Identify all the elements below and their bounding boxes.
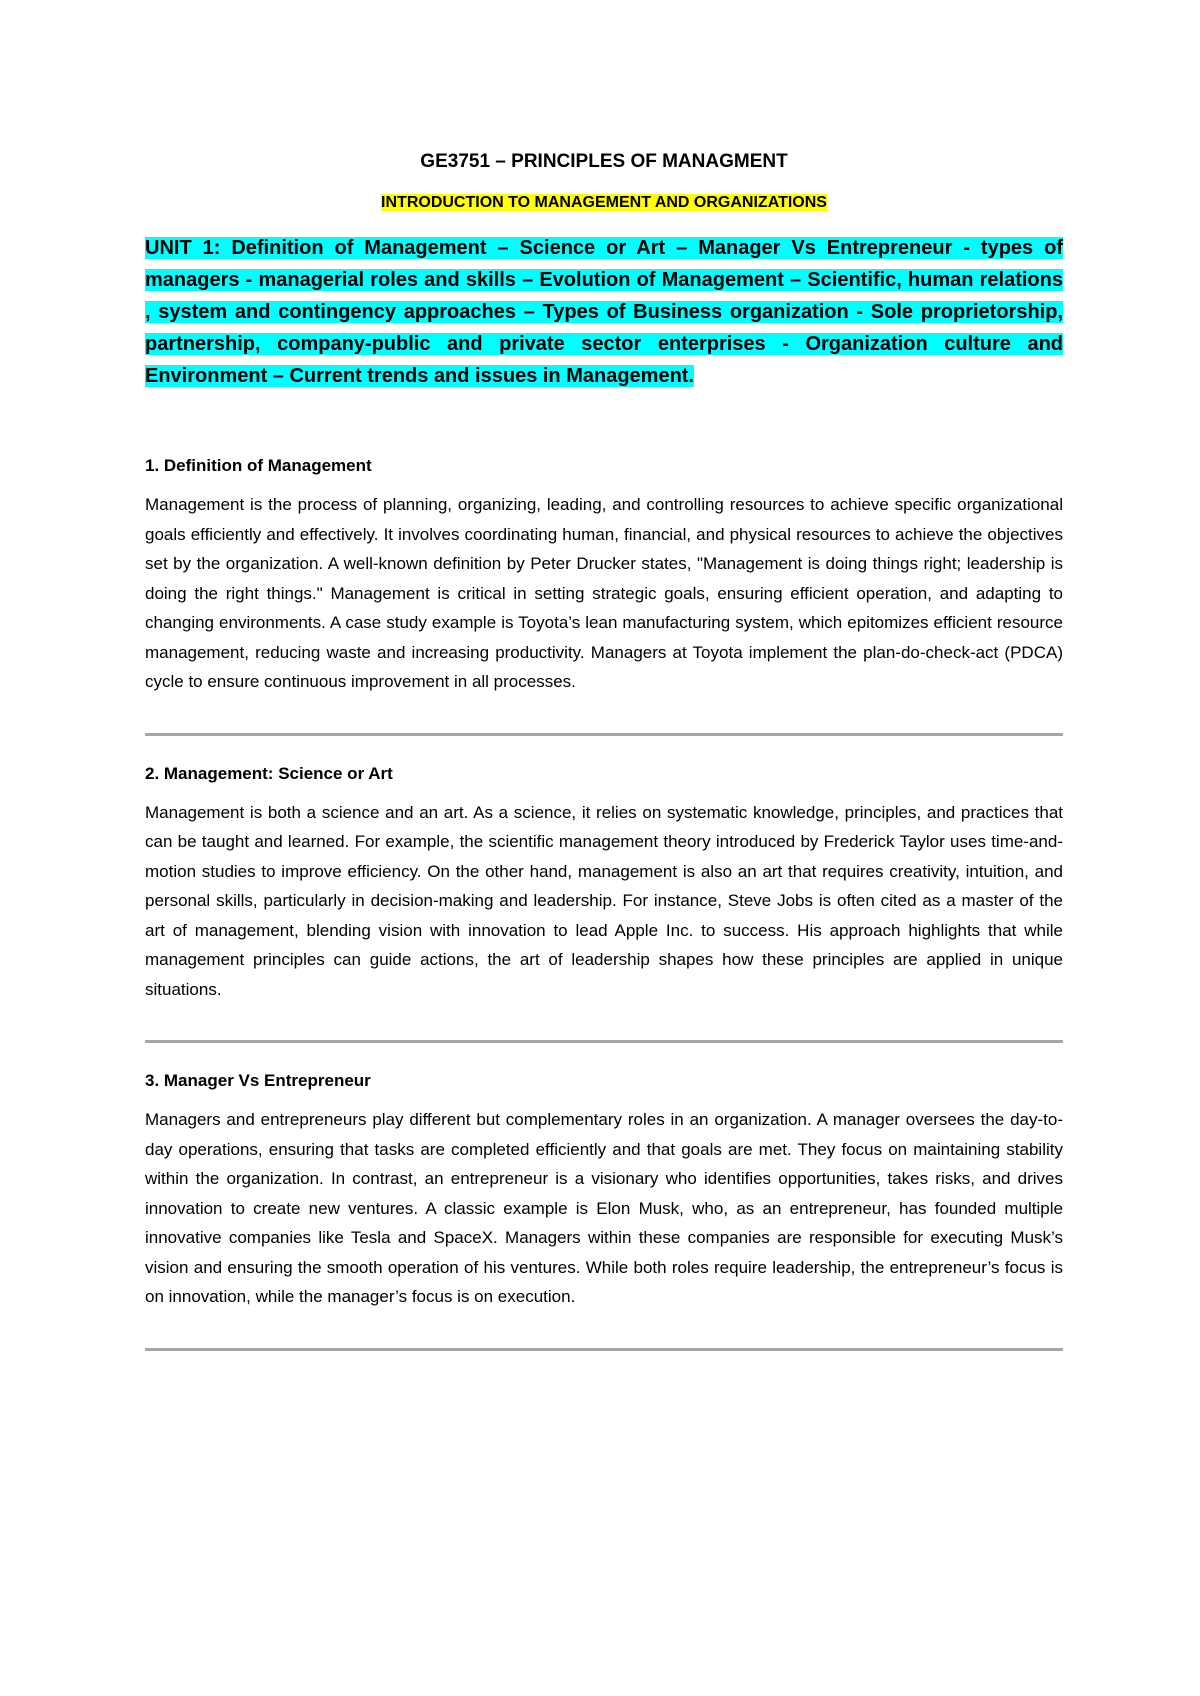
section-divider <box>145 1348 1063 1351</box>
subtitle-container <box>145 192 1063 214</box>
section-divider <box>145 1040 1063 1043</box>
unit-syllabus <box>145 232 1063 392</box>
section-heading: 2. Management: Science or Art <box>145 763 393 783</box>
section-definition-of-management <box>145 454 1063 697</box>
unit-syllabus-text: UNIT 1: Definition of Management – Science or Art – Manager Vs Entrepreneur - types of managers - managerial roles and skills – Evolution of Management – Scientific, human relations , system and contingency approaches – Types of Business organization - Sole proprietorship, partnership, company-public and private sector enterprises - Organization culture and Environment – Current trends and issues in Management. <box>145 237 1063 387</box>
section-heading: 3. Manager Vs Entrepreneur <box>145 1071 371 1090</box>
section-science-or-art <box>145 762 1063 1005</box>
document-subtitle: INTRODUCTION TO MANAGEMENT AND ORGANIZATIONS <box>381 194 827 211</box>
document-page <box>145 148 1063 1351</box>
section-divider <box>145 733 1063 736</box>
section-body: Managers and entrepreneurs play different but complementary roles in an organization. A manager oversees the day-to-day operations, ensuring that tasks are completed efficiently and that goals are met. They focus on maintaining stability within the organization. In contrast, an entrepreneur is a visionary who identifies opportunities, takes risks, and drives innovation to create new ventures. A classic example is Elon Musk, who, as an entrepreneur, has founded multiple innovative companies like Tesla and SpaceX. Managers within these companies are responsible for executing Musk’s vision and ensuring the smooth operation of his ventures. While both roles require leadership, the entrepreneur’s focus is on innovation, while the manager’s focus is on execution. <box>145 1110 1063 1306</box>
section-body: Management is both a science and an art. As a science, it relies on systematic knowledge, principles, and practices that can be taught and learned. For example, the scientific management theory introduced by Frederick Taylor uses time-and-motion studies to improve efficiency. On the other hand, management is also an art that requires creativity, intuition, and personal skills, particularly in decision-making and leadership. For instance, Steve Jobs is often cited as a master of the art of management, blending vision with innovation to lead Apple Inc. to success. His approach highlights that while management principles can guide actions, the art of leadership shapes how these principles are applied in unique situations. <box>145 802 1063 999</box>
section-heading: 1. Definition of Management <box>145 456 372 475</box>
section-body: Management is the process of planning, organizing, leading, and controlling resources to achieve specific organizational goals efficiently and effectively. It involves coordinating human, financial, and physical resources to achieve the objectives set by the organization. A well-known definition by Peter Drucker states, "Management is doing things right; leadership is doing the right things." Management is critical in setting strategic goals, ensuring efficient operation, and adapting to changing environments. A case study example is Toyota’s lean manufacturing system, which epitomizes efficient resource management, reducing waste and increasing productivity. Managers at Toyota implement the plan-do-check-act (PDCA) cycle to ensure continuous improvement in all processes. <box>145 495 1063 691</box>
section-manager-vs-entrepreneur <box>145 1069 1063 1312</box>
document-title: GE3751 – PRINCIPLES OF MANAGMENT <box>420 151 788 172</box>
